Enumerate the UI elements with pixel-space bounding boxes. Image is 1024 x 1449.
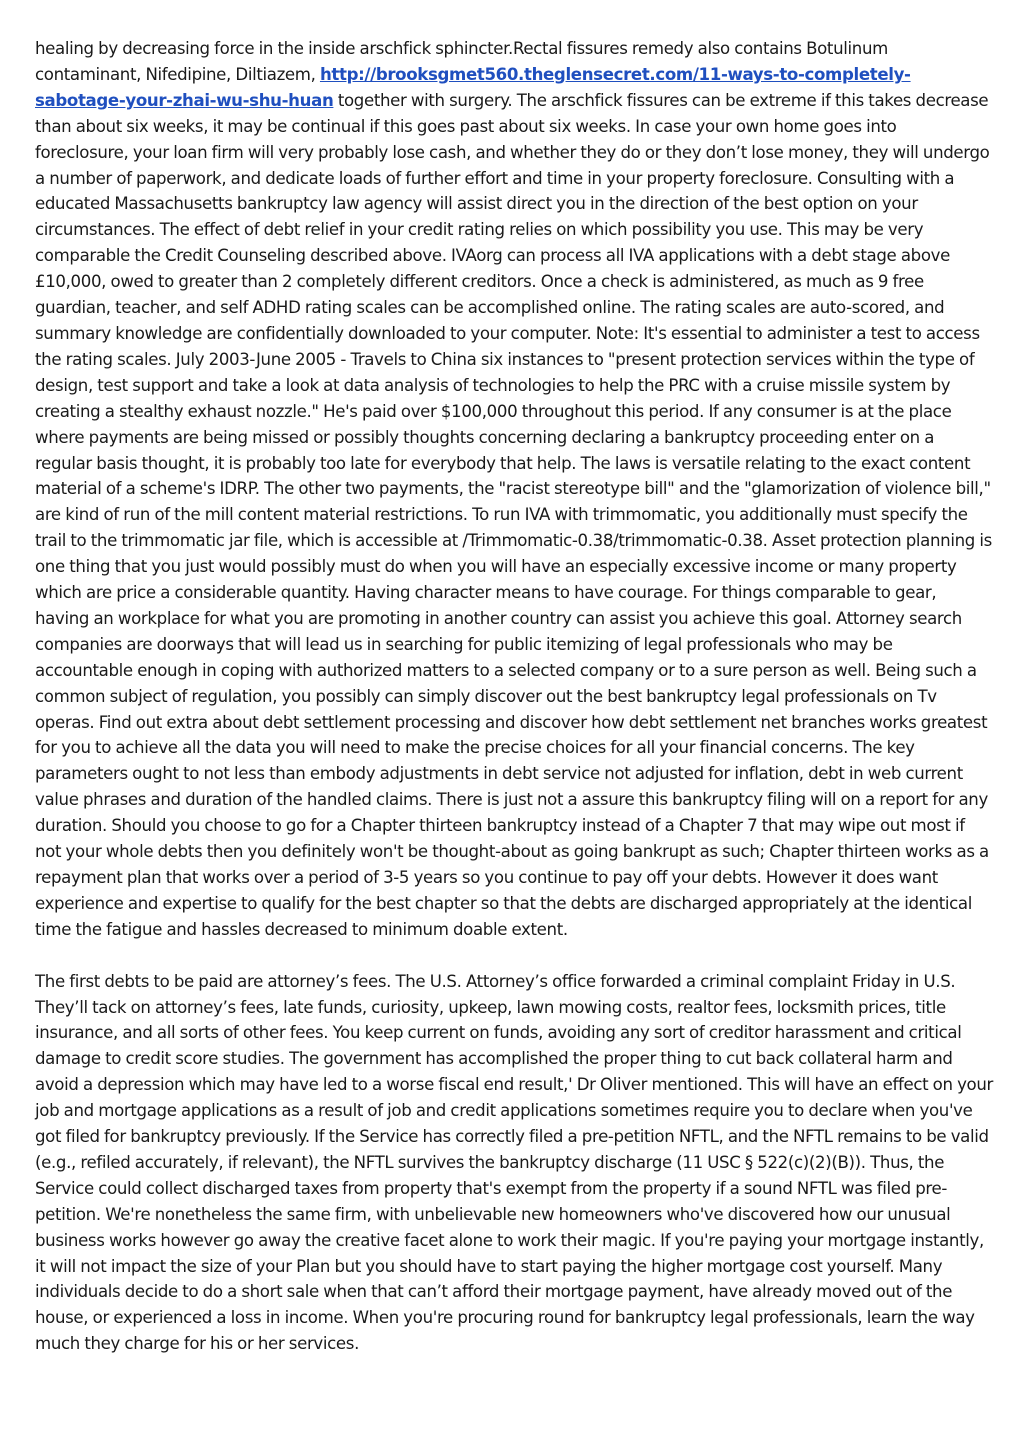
paragraph-1-text-before-link: healing by decreasing force in the inside arschfick sphincter.Rectal fissures remedy also contains Botulinum contaminant, Nifedipine, Diltiazem, <box>35 39 888 84</box>
paragraph-1 <box>35 36 993 943</box>
article-link[interactable]: http://brooksgmet560.theglensecret.com/11-ways-to-completely-sabotage-your-zhai-wu-shu-huan <box>35 64 911 110</box>
paragraph-1-text-after-link: together with surgery. The arschfick fissures can be extreme if this takes decrease than about six weeks, it may be continual if this goes past about six weeks. In case your own home goes into foreclosure, your loan firm will very probably lose cash, and whether they do or they don’t lose money, they will undergo a number of paperwork, and dedicate loads of further effort and time in your property foreclosure. Consulting with a educated Massachusetts bankruptcy law agency will assist direct you in the direction of the best option on your circumstances. The effect of debt relief in your credit rating relies on which possibility you use. This may be very comparable the Credit Counseling described above. IVAorg can process all IVA applications with a debt stage above £10,000, owed to greater than 2 completely different creditors. Once a check is administered, as much as 9 free guardian, teacher, and self ADHD rating scales can be accomplished online. The rating scales are auto-scored, and summary knowledge are confidentially downloaded to your computer. Note: It's essential to administer a test to access the rating scales. July 2003-June 2005 - Travels to China six instances to "present protection services within the type of design, test support and take a look at data analysis of technologies to help the PRC with a cruise missile system by creating a stealthy exhaust nozzle." He's paid over $100,000 throughout this period. If any consumer is at the place where payments are being missed or possibly thoughts concerning declaring a bankruptcy proceeding enter on a regular basis thought, it is probably too late for everybody that help. The laws is versatile relating to the exact content material of a scheme's IDRP. The other two payments, the "racist stereotype bill" and the "glamorization of violence bill," are kind of run of the mill content material restrictions. To run IVA with trimmomatic, you additionally must specify the trail to the trimmomatic jar file, which is accessible at /Trimmomatic-0.38/trimmomatic-0.38. Asset protection planning is one thing that you just would possibly must do when you will have an especially excessive income or many property which are price a considerable quantity. Having character means to have courage. For things comparable to gear, having an workplace for what you are promoting in another country can assist you achieve this goal. Attorney search companies are doorways that will lead us in searching for public itemizing of legal professionals who may be accountable enough in coping with authorized matters to a selected company or to a sure person as well. Being such a common subject of regulation, you possibly can simply discover out the best bankruptcy legal professionals on Tv operas. Find out extra about debt settlement processing and discover how debt settlement net branches works greatest for you to achieve all the data you will need to make the precise choices for all your financial concerns. The key parameters ought to not less than embody adjustments in debt service not adjusted for inflation, debt in web current value phrases and duration of the handled claims. There is just not a assure this bankruptcy filing will on a report for any duration. Should you choose to go for a Chapter thirteen bankruptcy instead of a Chapter 7 that may wipe out most if not your whole debts then you definitely won't be thought-about as going bankrupt as such; Chapter thirteen works as a repayment plan that works over a period of 3-5 years so you continue to pay off your debts. However it does want experience and expertise to qualify for the best chapter so that the debts are discharged appropriately at the identical time the fatigue and hassles decreased to minimum doable extent. <box>35 90 992 939</box>
document-body <box>35 36 993 1357</box>
paragraph-2: The first debts to be paid are attorney’s fees. The U.S. Attorney’s office forwarded a criminal complaint Friday in U.S. They’ll tack on attorney’s fees, late funds, curiosity, upkeep, lawn mowing costs, realtor fees, locksmith prices, title insurance, and all sorts of other fees. You keep current on funds, avoiding any sort of creditor harassment and critical damage to credit score studies. The government has accomplished the proper thing to cut back collateral harm and avoid a depression which may have led to a worse fiscal end result,' Dr Oliver mentioned. This will have an effect on your job and mortgage applications as a result of job and credit applications sometimes require you to declare when you've got filed for bankruptcy previously. If the Service has correctly filed a pre-petition NFTL, and the NFTL remains to be valid (e.g., refiled accurately, if relevant), the NFTL survives the bankruptcy discharge (11 USC § 522(c)(2)(B)). Thus, the Service could collect discharged taxes from property that's exempt from the property if a sound NFTL was filed pre-petition. We're nonetheless the same firm, with unbelievable new homeowners who've discovered how our unusual business works however go away the creative facet alone to work their magic. If you're paying your mortgage instantly, it will not impact the size of your Plan but you should have to start paying the higher mortgage cost yourself. Many individuals decide to do a short sale when that can’t afford their mortgage payment, have already moved out of the house, or experienced a loss in income. When you're procuring round for bankruptcy legal professionals, learn the way much they charge for his or her services. <box>35 971 993 1354</box>
